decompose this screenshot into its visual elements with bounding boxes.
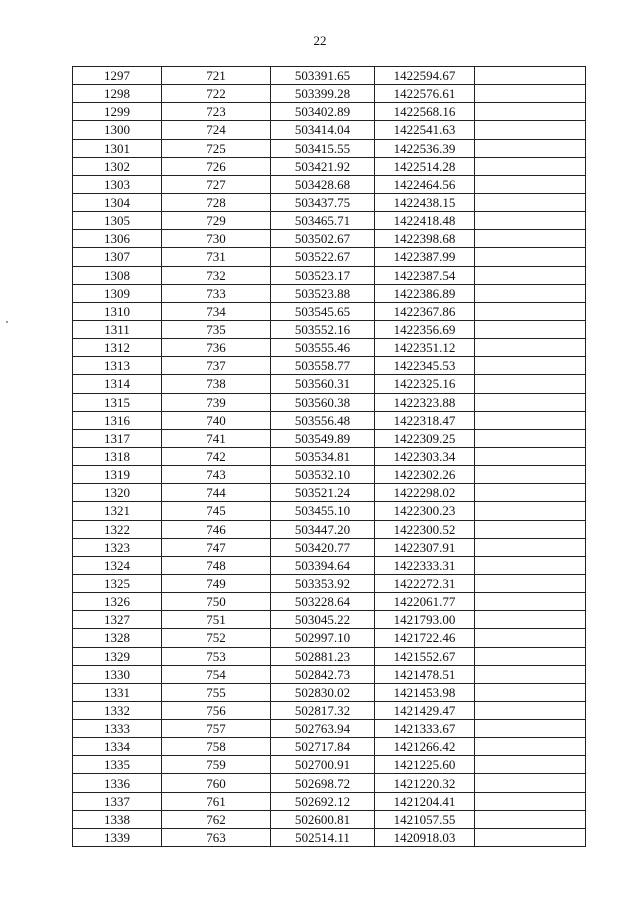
table-row	[73, 556, 586, 574]
empty-cell	[475, 683, 586, 701]
point-number-cell: 736	[162, 339, 271, 357]
point-number-cell: 754	[162, 665, 271, 683]
table-row	[73, 611, 586, 629]
row-number-cell: 1299	[73, 103, 162, 121]
point-number-cell: 728	[162, 193, 271, 211]
page-number: 22	[313, 33, 327, 48]
row-number-cell: 1315	[73, 393, 162, 411]
table-row	[73, 502, 586, 520]
y-coordinate-cell: 1422536.39	[375, 139, 475, 157]
row-number-cell: 1312	[73, 339, 162, 357]
point-number-cell: 732	[162, 266, 271, 284]
x-coordinate-cell: 503437.75	[271, 193, 375, 211]
table-row	[73, 284, 586, 302]
x-coordinate-cell: 503534.81	[271, 447, 375, 465]
point-number-cell: 755	[162, 683, 271, 701]
point-number-cell: 742	[162, 447, 271, 465]
x-coordinate-cell: 503552.16	[271, 320, 375, 338]
row-number-cell: 1319	[73, 466, 162, 484]
y-coordinate-cell: 1422594.67	[375, 67, 475, 85]
y-coordinate-cell: 1422302.26	[375, 466, 475, 484]
empty-cell	[475, 339, 586, 357]
y-coordinate-cell: 1422318.47	[375, 411, 475, 429]
y-coordinate-cell: 1422387.99	[375, 248, 475, 266]
y-coordinate-cell: 1422367.86	[375, 302, 475, 320]
empty-cell	[475, 520, 586, 538]
x-coordinate-cell: 503502.67	[271, 230, 375, 248]
point-number-cell: 739	[162, 393, 271, 411]
y-coordinate-cell: 1422568.16	[375, 103, 475, 121]
row-number-cell: 1316	[73, 411, 162, 429]
point-number-cell: 733	[162, 284, 271, 302]
row-number-cell: 1303	[73, 175, 162, 193]
row-number-cell: 1308	[73, 266, 162, 284]
x-coordinate-cell: 503555.46	[271, 339, 375, 357]
point-number-cell: 740	[162, 411, 271, 429]
row-number-cell: 1330	[73, 665, 162, 683]
x-coordinate-cell: 503556.48	[271, 411, 375, 429]
empty-cell	[475, 828, 586, 846]
point-number-cell: 730	[162, 230, 271, 248]
x-coordinate-cell: 502842.73	[271, 665, 375, 683]
point-number-cell: 762	[162, 810, 271, 828]
row-number-cell: 1304	[73, 193, 162, 211]
x-coordinate-cell: 503394.64	[271, 556, 375, 574]
table-row	[73, 774, 586, 792]
x-coordinate-cell: 502717.84	[271, 738, 375, 756]
row-number-cell: 1336	[73, 774, 162, 792]
row-number-cell: 1311	[73, 320, 162, 338]
empty-cell	[475, 230, 586, 248]
row-number-cell: 1334	[73, 738, 162, 756]
point-number-cell: 729	[162, 212, 271, 230]
row-number-cell: 1337	[73, 792, 162, 810]
empty-cell	[475, 774, 586, 792]
table-row	[73, 629, 586, 647]
empty-cell	[475, 193, 586, 211]
empty-cell	[475, 756, 586, 774]
y-coordinate-cell: 1422438.15	[375, 193, 475, 211]
table-row	[73, 647, 586, 665]
row-number-cell: 1321	[73, 502, 162, 520]
x-coordinate-cell: 503545.65	[271, 302, 375, 320]
x-coordinate-cell: 503421.92	[271, 157, 375, 175]
empty-cell	[475, 212, 586, 230]
scan-speck	[6, 321, 8, 323]
row-number-cell: 1322	[73, 520, 162, 538]
x-coordinate-cell: 503560.31	[271, 375, 375, 393]
empty-cell	[475, 139, 586, 157]
table-row	[73, 828, 586, 846]
y-coordinate-cell: 1421453.98	[375, 683, 475, 701]
x-coordinate-cell: 503415.55	[271, 139, 375, 157]
empty-cell	[475, 67, 586, 85]
row-number-cell: 1301	[73, 139, 162, 157]
table-row	[73, 193, 586, 211]
table-row	[73, 121, 586, 139]
x-coordinate-cell: 502997.10	[271, 629, 375, 647]
x-coordinate-cell: 503532.10	[271, 466, 375, 484]
point-number-cell: 759	[162, 756, 271, 774]
point-number-cell: 731	[162, 248, 271, 266]
empty-cell	[475, 538, 586, 556]
y-coordinate-cell: 1422061.77	[375, 593, 475, 611]
empty-cell	[475, 574, 586, 592]
point-number-cell: 723	[162, 103, 271, 121]
x-coordinate-cell: 503420.77	[271, 538, 375, 556]
row-number-cell: 1324	[73, 556, 162, 574]
point-number-cell: 735	[162, 320, 271, 338]
y-coordinate-cell: 1422300.23	[375, 502, 475, 520]
point-number-cell: 758	[162, 738, 271, 756]
row-number-cell: 1339	[73, 828, 162, 846]
table-row	[73, 466, 586, 484]
empty-cell	[475, 175, 586, 193]
point-number-cell: 756	[162, 701, 271, 719]
row-number-cell: 1314	[73, 375, 162, 393]
x-coordinate-cell: 503523.88	[271, 284, 375, 302]
y-coordinate-cell: 1422386.89	[375, 284, 475, 302]
empty-cell	[475, 393, 586, 411]
y-coordinate-cell: 1422398.68	[375, 230, 475, 248]
empty-cell	[475, 266, 586, 284]
table-row	[73, 139, 586, 157]
table-row	[73, 339, 586, 357]
table-row	[73, 67, 586, 85]
table-row	[73, 665, 586, 683]
table-row	[73, 85, 586, 103]
y-coordinate-cell: 1421225.60	[375, 756, 475, 774]
row-number-cell: 1320	[73, 484, 162, 502]
row-number-cell: 1306	[73, 230, 162, 248]
empty-cell	[475, 248, 586, 266]
row-number-cell: 1328	[73, 629, 162, 647]
x-coordinate-cell: 503228.64	[271, 593, 375, 611]
y-coordinate-cell: 1422333.31	[375, 556, 475, 574]
table-row	[73, 429, 586, 447]
table-row	[73, 375, 586, 393]
y-coordinate-cell: 1422298.02	[375, 484, 475, 502]
point-number-cell: 726	[162, 157, 271, 175]
row-number-cell: 1310	[73, 302, 162, 320]
y-coordinate-cell: 1422356.69	[375, 320, 475, 338]
point-number-cell: 749	[162, 574, 271, 592]
table-row	[73, 357, 586, 375]
point-number-cell: 760	[162, 774, 271, 792]
empty-cell	[475, 284, 586, 302]
point-number-cell: 746	[162, 520, 271, 538]
x-coordinate-cell: 503414.04	[271, 121, 375, 139]
y-coordinate-cell: 1422272.31	[375, 574, 475, 592]
point-number-cell: 744	[162, 484, 271, 502]
x-coordinate-cell: 503391.65	[271, 67, 375, 85]
empty-cell	[475, 157, 586, 175]
y-coordinate-cell: 1421722.46	[375, 629, 475, 647]
x-coordinate-cell: 503428.68	[271, 175, 375, 193]
row-number-cell: 1317	[73, 429, 162, 447]
table-row	[73, 393, 586, 411]
y-coordinate-cell: 1421793.00	[375, 611, 475, 629]
y-coordinate-cell: 1421057.55	[375, 810, 475, 828]
row-number-cell: 1325	[73, 574, 162, 592]
table-row	[73, 175, 586, 193]
x-coordinate-cell: 502698.72	[271, 774, 375, 792]
y-coordinate-cell: 1422345.53	[375, 357, 475, 375]
point-number-cell: 724	[162, 121, 271, 139]
x-coordinate-cell: 502830.02	[271, 683, 375, 701]
row-number-cell: 1307	[73, 248, 162, 266]
point-number-cell: 757	[162, 720, 271, 738]
empty-cell	[475, 611, 586, 629]
row-number-cell: 1327	[73, 611, 162, 629]
empty-cell	[475, 85, 586, 103]
x-coordinate-cell: 503353.92	[271, 574, 375, 592]
empty-cell	[475, 556, 586, 574]
point-number-cell: 743	[162, 466, 271, 484]
point-number-cell: 753	[162, 647, 271, 665]
table-row	[73, 720, 586, 738]
table-row	[73, 574, 586, 592]
x-coordinate-cell: 502881.23	[271, 647, 375, 665]
point-number-cell: 725	[162, 139, 271, 157]
y-coordinate-cell: 1422541.63	[375, 121, 475, 139]
point-number-cell: 734	[162, 302, 271, 320]
empty-cell	[475, 375, 586, 393]
y-coordinate-cell: 1422303.34	[375, 447, 475, 465]
x-coordinate-cell: 502700.91	[271, 756, 375, 774]
table-row	[73, 484, 586, 502]
row-number-cell: 1332	[73, 701, 162, 719]
x-coordinate-cell: 503045.22	[271, 611, 375, 629]
empty-cell	[475, 647, 586, 665]
y-coordinate-cell: 1421220.32	[375, 774, 475, 792]
table-row	[73, 103, 586, 121]
x-coordinate-cell: 503455.10	[271, 502, 375, 520]
table-row	[73, 230, 586, 248]
row-number-cell: 1335	[73, 756, 162, 774]
x-coordinate-cell: 503549.89	[271, 429, 375, 447]
x-coordinate-cell: 503521.24	[271, 484, 375, 502]
point-number-cell: 745	[162, 502, 271, 520]
point-number-cell: 748	[162, 556, 271, 574]
empty-cell	[475, 429, 586, 447]
x-coordinate-cell: 503465.71	[271, 212, 375, 230]
empty-cell	[475, 103, 586, 121]
point-number-cell: 752	[162, 629, 271, 647]
y-coordinate-cell: 1422418.48	[375, 212, 475, 230]
table-row	[73, 248, 586, 266]
y-coordinate-cell: 1422576.61	[375, 85, 475, 103]
x-coordinate-cell: 503560.38	[271, 393, 375, 411]
x-coordinate-cell: 502692.12	[271, 792, 375, 810]
table-row	[73, 212, 586, 230]
row-number-cell: 1313	[73, 357, 162, 375]
x-coordinate-cell: 503523.17	[271, 266, 375, 284]
point-number-cell: 763	[162, 828, 271, 846]
empty-cell	[475, 701, 586, 719]
y-coordinate-cell: 1421552.67	[375, 647, 475, 665]
row-number-cell: 1305	[73, 212, 162, 230]
empty-cell	[475, 629, 586, 647]
y-coordinate-cell: 1421333.67	[375, 720, 475, 738]
table-row	[73, 593, 586, 611]
point-number-cell: 738	[162, 375, 271, 393]
table-row	[73, 320, 586, 338]
point-number-cell: 737	[162, 357, 271, 375]
empty-cell	[475, 792, 586, 810]
row-number-cell: 1297	[73, 67, 162, 85]
y-coordinate-cell: 1422307.91	[375, 538, 475, 556]
y-coordinate-cell: 1422387.54	[375, 266, 475, 284]
empty-cell	[475, 502, 586, 520]
empty-cell	[475, 121, 586, 139]
empty-cell	[475, 302, 586, 320]
table-row	[73, 520, 586, 538]
empty-cell	[475, 665, 586, 683]
x-coordinate-cell: 503402.89	[271, 103, 375, 121]
y-coordinate-cell: 1421266.42	[375, 738, 475, 756]
coordinates-table	[72, 66, 586, 847]
row-number-cell: 1323	[73, 538, 162, 556]
row-number-cell: 1331	[73, 683, 162, 701]
row-number-cell: 1329	[73, 647, 162, 665]
table-row	[73, 810, 586, 828]
y-coordinate-cell: 1421204.41	[375, 792, 475, 810]
y-coordinate-cell: 1421478.51	[375, 665, 475, 683]
empty-cell	[475, 738, 586, 756]
table-row	[73, 756, 586, 774]
y-coordinate-cell: 1422464.56	[375, 175, 475, 193]
x-coordinate-cell: 503558.77	[271, 357, 375, 375]
row-number-cell: 1338	[73, 810, 162, 828]
empty-cell	[475, 484, 586, 502]
point-number-cell: 727	[162, 175, 271, 193]
y-coordinate-cell: 1421429.47	[375, 701, 475, 719]
point-number-cell: 750	[162, 593, 271, 611]
empty-cell	[475, 466, 586, 484]
point-number-cell: 747	[162, 538, 271, 556]
y-coordinate-cell: 1422309.25	[375, 429, 475, 447]
x-coordinate-cell: 502514.11	[271, 828, 375, 846]
table-row	[73, 701, 586, 719]
y-coordinate-cell: 1422514.28	[375, 157, 475, 175]
row-number-cell: 1333	[73, 720, 162, 738]
y-coordinate-cell: 1420918.03	[375, 828, 475, 846]
x-coordinate-cell: 503399.28	[271, 85, 375, 103]
table-row	[73, 683, 586, 701]
x-coordinate-cell: 502763.94	[271, 720, 375, 738]
point-number-cell: 761	[162, 792, 271, 810]
row-number-cell: 1326	[73, 593, 162, 611]
empty-cell	[475, 357, 586, 375]
empty-cell	[475, 810, 586, 828]
row-number-cell: 1309	[73, 284, 162, 302]
x-coordinate-cell: 503522.67	[271, 248, 375, 266]
y-coordinate-cell: 1422323.88	[375, 393, 475, 411]
table-row	[73, 792, 586, 810]
table-row	[73, 738, 586, 756]
row-number-cell: 1300	[73, 121, 162, 139]
x-coordinate-cell: 503447.20	[271, 520, 375, 538]
empty-cell	[475, 720, 586, 738]
table-row	[73, 302, 586, 320]
empty-cell	[475, 320, 586, 338]
row-number-cell: 1318	[73, 447, 162, 465]
empty-cell	[475, 593, 586, 611]
point-number-cell: 722	[162, 85, 271, 103]
point-number-cell: 751	[162, 611, 271, 629]
y-coordinate-cell: 1422325.16	[375, 375, 475, 393]
table-row	[73, 266, 586, 284]
table-row	[73, 411, 586, 429]
point-number-cell: 741	[162, 429, 271, 447]
y-coordinate-cell: 1422351.12	[375, 339, 475, 357]
table-body	[73, 67, 586, 847]
x-coordinate-cell: 502600.81	[271, 810, 375, 828]
row-number-cell: 1302	[73, 157, 162, 175]
point-number-cell: 721	[162, 67, 271, 85]
x-coordinate-cell: 502817.32	[271, 701, 375, 719]
table-row	[73, 447, 586, 465]
table-row	[73, 157, 586, 175]
y-coordinate-cell: 1422300.52	[375, 520, 475, 538]
table-row	[73, 538, 586, 556]
empty-cell	[475, 447, 586, 465]
empty-cell	[475, 411, 586, 429]
row-number-cell: 1298	[73, 85, 162, 103]
